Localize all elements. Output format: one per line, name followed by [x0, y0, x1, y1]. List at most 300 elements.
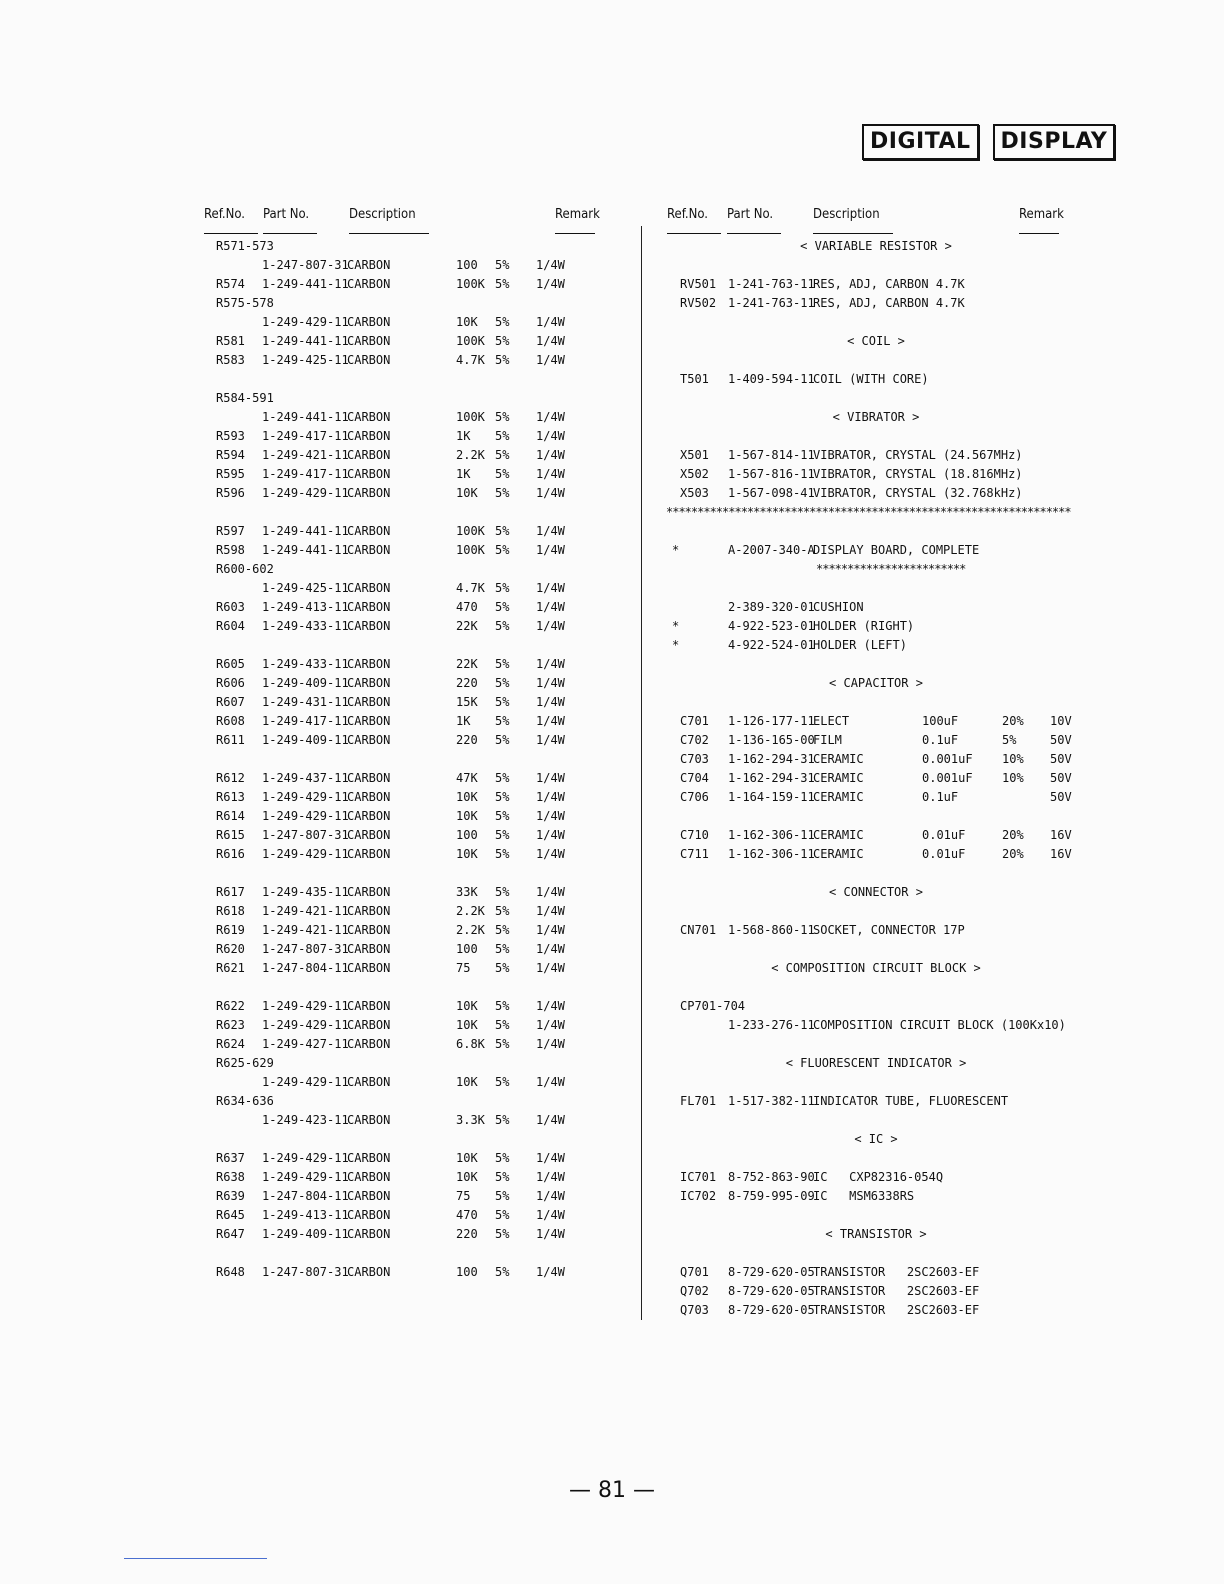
part-row [202, 788, 612, 807]
value: 100K [456, 410, 485, 424]
column-divider [641, 226, 642, 1320]
part-no: 1-249-423-11 [262, 1113, 349, 1127]
voltage: 16V [1050, 828, 1072, 842]
wattage: 1/4W [536, 695, 565, 709]
spacer [666, 522, 1086, 541]
ref-no: R645 [216, 1208, 245, 1222]
description: CARBON [347, 961, 391, 975]
ref-no: R622 [216, 999, 245, 1013]
wattage: 1/4W [536, 353, 565, 367]
asterisk-mark: * [672, 638, 680, 652]
page-number: — 81 — [569, 1478, 655, 1503]
tolerance: 5% [495, 619, 510, 633]
part-row [666, 788, 1086, 807]
wattage: 1/4W [536, 448, 565, 462]
ref-no: RV501 [680, 277, 717, 291]
part-row [666, 826, 1086, 845]
description: CARBON [347, 885, 391, 899]
value: 10K [456, 999, 478, 1013]
ref-no: R639 [216, 1189, 245, 1203]
part-no: 1-567-814-11 [728, 448, 815, 462]
part-row [666, 541, 1086, 560]
part-row [202, 560, 612, 579]
ref-no: R603 [216, 600, 245, 614]
part-row [202, 617, 612, 636]
part-row [666, 598, 1086, 617]
tolerance: 5% [495, 277, 510, 291]
value: 47K [456, 771, 478, 785]
value: 100uF [922, 714, 959, 728]
tolerance: 5% [495, 448, 510, 462]
header-underline [555, 233, 595, 234]
tolerance: 5% [495, 714, 510, 728]
wattage: 1/4W [536, 467, 565, 481]
description: CERAMIC [813, 771, 864, 785]
part-row [202, 389, 612, 408]
tolerance: 5% [495, 1170, 510, 1184]
part-no: 1-249-427-11 [262, 1037, 349, 1051]
wattage: 1/4W [536, 1037, 565, 1051]
part-no: 1-136-165-00 [728, 733, 815, 747]
description: CERAMIC [813, 752, 864, 766]
part-row [202, 1168, 612, 1187]
category-heading: < IC > [854, 1132, 898, 1146]
description: CARBON [347, 600, 391, 614]
ref-no: Q702 [680, 1284, 709, 1298]
part-no: 1-162-294-31 [728, 752, 815, 766]
tolerance: 5% [495, 334, 510, 348]
part-row [666, 769, 1086, 788]
part-no: 1-162-306-11 [728, 828, 815, 842]
part-row [666, 465, 1086, 484]
wattage: 1/4W [536, 809, 565, 823]
wattage: 1/4W [536, 334, 565, 348]
part-row [202, 902, 612, 921]
value: 1K [456, 429, 471, 443]
voltage: 50V [1050, 752, 1072, 766]
description: CARBON [347, 828, 391, 842]
tolerance: 5% [495, 695, 510, 709]
part-no: 1-249-425-11 [262, 581, 349, 595]
description: CARBON [347, 923, 391, 937]
tolerance: 5% [495, 1151, 510, 1165]
ref-no: R647 [216, 1227, 245, 1241]
part-row [202, 674, 612, 693]
wattage: 1/4W [536, 790, 565, 804]
ref-no: R605 [216, 657, 245, 671]
header-underline [349, 233, 429, 234]
left-parts-column [202, 205, 612, 1282]
value: 470 [456, 1208, 478, 1222]
part-no: 1-249-413-11 [262, 600, 349, 614]
part-row [202, 959, 612, 978]
right-parts-column [666, 205, 1086, 1320]
value: 100 [456, 828, 478, 842]
part-no: 1-249-429-11 [262, 1018, 349, 1032]
part-row [666, 1301, 1086, 1320]
spacer [202, 750, 612, 769]
ref-no: CN701 [680, 923, 717, 937]
tolerance: 20% [1002, 714, 1024, 728]
asterisk-mark: * [672, 619, 680, 633]
value: 100 [456, 258, 478, 272]
ref-no: R571-573 [216, 239, 274, 253]
tolerance: 5% [495, 790, 510, 804]
asterisk-separator: ***************************************************************** [666, 505, 1071, 519]
part-no: 1-249-431-11 [262, 695, 349, 709]
part-no: 1-241-763-11 [728, 296, 815, 310]
value: 10K [456, 1018, 478, 1032]
header-desc: Description [349, 207, 416, 222]
tolerance: 5% [495, 1208, 510, 1222]
part-no: 1-247-804-11 [262, 961, 349, 975]
header-desc: Description [813, 207, 880, 222]
part-row [666, 1092, 1086, 1111]
part-row [666, 1187, 1086, 1206]
spacer [666, 313, 1086, 332]
value: 15K [456, 695, 478, 709]
part-no: 1-249-413-11 [262, 1208, 349, 1222]
description: CARBON [347, 809, 391, 823]
part-no: 8-752-863-90 [728, 1170, 815, 1184]
part-row [202, 1225, 612, 1244]
part-row [202, 655, 612, 674]
value: 2.2K [456, 904, 485, 918]
part-row [666, 1282, 1086, 1301]
value: 6.8K [456, 1037, 485, 1051]
value: 10K [456, 809, 478, 823]
part-row [202, 731, 612, 750]
part-no: 1-247-807-31 [262, 942, 349, 956]
category-heading: < COIL > [847, 334, 905, 348]
part-row [202, 332, 612, 351]
ref-no: R634-636 [216, 1094, 274, 1108]
part-row [202, 256, 612, 275]
part-no: 1-247-807-31 [262, 1265, 349, 1279]
part-no: 1-249-429-11 [262, 999, 349, 1013]
part-row [202, 1111, 612, 1130]
part-no: 8-729-620-05 [728, 1284, 815, 1298]
part-row [666, 446, 1086, 465]
description: SOCKET, CONNECTOR 17P [813, 923, 965, 937]
tolerance: 5% [495, 999, 510, 1013]
tag-digital: DIGITAL [862, 124, 979, 160]
part-no: 1-249-425-11 [262, 353, 349, 367]
part-no: 1-162-306-11 [728, 847, 815, 861]
left-parts-list [202, 237, 612, 1282]
description: CARBON [347, 714, 391, 728]
ref-no: R620 [216, 942, 245, 956]
part-row [202, 1073, 612, 1092]
spacer [666, 940, 1086, 959]
part-row [666, 845, 1086, 864]
ref-no: R617 [216, 885, 245, 899]
ref-no: R581 [216, 334, 245, 348]
voltage: 50V [1050, 771, 1072, 785]
wattage: 1/4W [536, 1189, 565, 1203]
value: 2.2K [456, 923, 485, 937]
tolerance: 10% [1002, 771, 1024, 785]
part-row [202, 921, 612, 940]
spacer [202, 503, 612, 522]
part-no: 1-249-409-11 [262, 733, 349, 747]
description: CARBON [347, 448, 391, 462]
part-no: 1-249-441-11 [262, 543, 349, 557]
value: 10K [456, 1151, 478, 1165]
wattage: 1/4W [536, 524, 565, 538]
tolerance: 5% [495, 923, 510, 937]
category-heading: < COMPOSITION CIRCUIT BLOCK > [771, 961, 981, 975]
voltage: 16V [1050, 847, 1072, 861]
description: DISPLAY BOARD, COMPLETE [813, 543, 980, 557]
part-no: 1-247-804-11 [262, 1189, 349, 1203]
value: 10K [456, 486, 478, 500]
ref-no: R607 [216, 695, 245, 709]
spacer [666, 389, 1086, 408]
wattage: 1/4W [536, 923, 565, 937]
part-no: 1-247-807-31 [262, 828, 349, 842]
description: CUSHION [813, 600, 864, 614]
part-no: 1-249-417-11 [262, 467, 349, 481]
wattage: 1/4W [536, 1170, 565, 1184]
part-row [202, 541, 612, 560]
tolerance: 5% [495, 543, 510, 557]
part-row [202, 1054, 612, 1073]
description: ELECT [813, 714, 850, 728]
wattage: 1/4W [536, 315, 565, 329]
tolerance: 5% [495, 581, 510, 595]
spacer [666, 1111, 1086, 1130]
spacer [666, 427, 1086, 446]
spacer [202, 1130, 612, 1149]
ref-no: R625-629 [216, 1056, 274, 1070]
value: 10K [456, 847, 478, 861]
value: 0.1uF [922, 733, 959, 747]
description: CARBON [347, 1227, 391, 1241]
description: CARBON [347, 486, 391, 500]
part-no: 1-247-807-31 [262, 258, 349, 272]
wattage: 1/4W [536, 847, 565, 861]
part-no: 1-249-429-11 [262, 790, 349, 804]
ref-no: R583 [216, 353, 245, 367]
part-no: 1-126-177-11 [728, 714, 815, 728]
ref-no: R575-578 [216, 296, 274, 310]
description: CARBON [347, 790, 391, 804]
value: 470 [456, 600, 478, 614]
description: VIBRATOR, CRYSTAL (32.768kHz) [813, 486, 1023, 500]
wattage: 1/4W [536, 1113, 565, 1127]
ref-no: R648 [216, 1265, 245, 1279]
ref-no: R596 [216, 486, 245, 500]
tolerance: 5% [495, 1037, 510, 1051]
ref-no: R637 [216, 1151, 245, 1165]
wattage: 1/4W [536, 676, 565, 690]
tolerance: 5% [495, 1018, 510, 1032]
wattage: 1/4W [536, 258, 565, 272]
ref-no: R618 [216, 904, 245, 918]
tolerance: 5% [495, 315, 510, 329]
ref-no: R616 [216, 847, 245, 861]
spacer [202, 636, 612, 655]
voltage: 50V [1050, 733, 1072, 747]
left-header [202, 205, 612, 237]
value: 0.01uF [922, 828, 966, 842]
ref-no: R606 [216, 676, 245, 690]
section-tags [862, 124, 1115, 160]
tolerance: 5% [495, 524, 510, 538]
part-row [202, 807, 612, 826]
wattage: 1/4W [536, 1075, 565, 1089]
description: CARBON [347, 543, 391, 557]
description: CARBON [347, 1018, 391, 1032]
description: INDICATOR TUBE, FLUORESCENT [813, 1094, 1009, 1108]
category-heading: < FLUORESCENT INDICATOR > [785, 1056, 967, 1070]
ref-no: C703 [680, 752, 709, 766]
part-no: 1-249-417-11 [262, 429, 349, 443]
part-no: A-2007-340-A [728, 543, 815, 557]
part-no: 1-249-433-11 [262, 619, 349, 633]
part-no: 1-249-421-11 [262, 448, 349, 462]
wattage: 1/4W [536, 961, 565, 975]
part-row [202, 826, 612, 845]
category-heading: < TRANSISTOR > [825, 1227, 927, 1241]
right-header [666, 205, 1086, 237]
tolerance: 5% [495, 828, 510, 842]
value: 75 [456, 1189, 471, 1203]
ref-no: X503 [680, 486, 709, 500]
spacer [666, 1035, 1086, 1054]
part-no: 1-249-441-11 [262, 277, 349, 291]
part-row [666, 636, 1086, 655]
wattage: 1/4W [536, 714, 565, 728]
description: CERAMIC [813, 790, 864, 804]
part-row [666, 370, 1086, 389]
spacer [202, 864, 612, 883]
tolerance: 5% [495, 1075, 510, 1089]
part-no: 1-249-417-11 [262, 714, 349, 728]
ref-no: R574 [216, 277, 245, 291]
description: HOLDER (LEFT) [813, 638, 907, 652]
part-row [666, 997, 1086, 1016]
description: CARBON [347, 277, 391, 291]
description: HOLDER (RIGHT) [813, 619, 915, 633]
part-row [202, 294, 612, 313]
ref-no: R611 [216, 733, 245, 747]
wattage: 1/4W [536, 828, 565, 842]
tolerance: 5% [495, 847, 510, 861]
voltage: 50V [1050, 790, 1072, 804]
spacer [666, 1149, 1086, 1168]
wattage: 1/4W [536, 429, 565, 443]
value: 220 [456, 676, 478, 690]
spacer [666, 579, 1086, 598]
part-row [202, 579, 612, 598]
part-no: 1-568-860-11 [728, 923, 815, 937]
value: 4.7K [456, 581, 485, 595]
description: CARBON [347, 1170, 391, 1184]
ref-no: CP701-704 [680, 999, 746, 1013]
part-row [202, 1016, 612, 1035]
description: TRANSISTOR 2SC2603-EF [813, 1303, 980, 1317]
spacer [202, 370, 612, 389]
part-row [202, 1092, 612, 1111]
header-ref: Ref.No. [204, 207, 246, 222]
value: 10K [456, 1075, 478, 1089]
value: 10K [456, 1170, 478, 1184]
description: COIL (WITH CORE) [813, 372, 929, 386]
wattage: 1/4W [536, 1208, 565, 1222]
tolerance: 5% [495, 486, 510, 500]
part-no: 1-567-816-11 [728, 467, 815, 481]
description: CARBON [347, 429, 391, 443]
spacer [666, 1073, 1086, 1092]
ref-no: R614 [216, 809, 245, 823]
header-ref: Ref.No. [667, 207, 709, 222]
part-row [202, 427, 612, 446]
header-remark: Remark [1019, 207, 1064, 222]
part-no: 1-249-437-11 [262, 771, 349, 785]
part-no: 1-249-429-11 [262, 1170, 349, 1184]
tolerance: 5% [495, 467, 510, 481]
tag-display: DISPLAY [993, 124, 1116, 160]
ref-no: R593 [216, 429, 245, 443]
ref-no: R624 [216, 1037, 245, 1051]
ref-no: T501 [680, 372, 709, 386]
part-row [666, 617, 1086, 636]
header-underline [813, 233, 893, 234]
part-no: 1-233-276-11 [728, 1018, 815, 1032]
description: CARBON [347, 847, 391, 861]
wattage: 1/4W [536, 486, 565, 500]
ref-no: R638 [216, 1170, 245, 1184]
footer-rule [124, 1558, 267, 1559]
description: CERAMIC [813, 847, 864, 861]
part-no: 2-389-320-01 [728, 600, 815, 614]
description: CARBON [347, 1075, 391, 1089]
ref-no: C710 [680, 828, 709, 842]
tolerance: 5% [495, 809, 510, 823]
tolerance: 5% [495, 1265, 510, 1279]
category-heading: < VARIABLE RESISTOR > [800, 239, 952, 253]
part-no: 1-249-409-11 [262, 1227, 349, 1241]
description: CARBON [347, 315, 391, 329]
part-no: 1-249-409-11 [262, 676, 349, 690]
wattage: 1/4W [536, 885, 565, 899]
description: CARBON [347, 1151, 391, 1165]
part-no: 1-249-433-11 [262, 657, 349, 671]
part-row [202, 484, 612, 503]
part-row [666, 750, 1086, 769]
value: 0.001uF [922, 752, 973, 766]
part-row [202, 845, 612, 864]
ref-no: R598 [216, 543, 245, 557]
wattage: 1/4W [536, 1018, 565, 1032]
part-row [202, 351, 612, 370]
category-heading: < CAPACITOR > [829, 676, 923, 690]
part-no: 1-249-421-11 [262, 904, 349, 918]
wattage: 1/4W [536, 657, 565, 671]
description: CARBON [347, 581, 391, 595]
part-no: 1-249-429-11 [262, 847, 349, 861]
tolerance: 5% [495, 676, 510, 690]
ref-no: IC701 [680, 1170, 717, 1184]
value: 0.001uF [922, 771, 973, 785]
value: 220 [456, 1227, 478, 1241]
part-row [666, 712, 1086, 731]
wattage: 1/4W [536, 999, 565, 1013]
tolerance: 5% [495, 771, 510, 785]
part-row [202, 769, 612, 788]
